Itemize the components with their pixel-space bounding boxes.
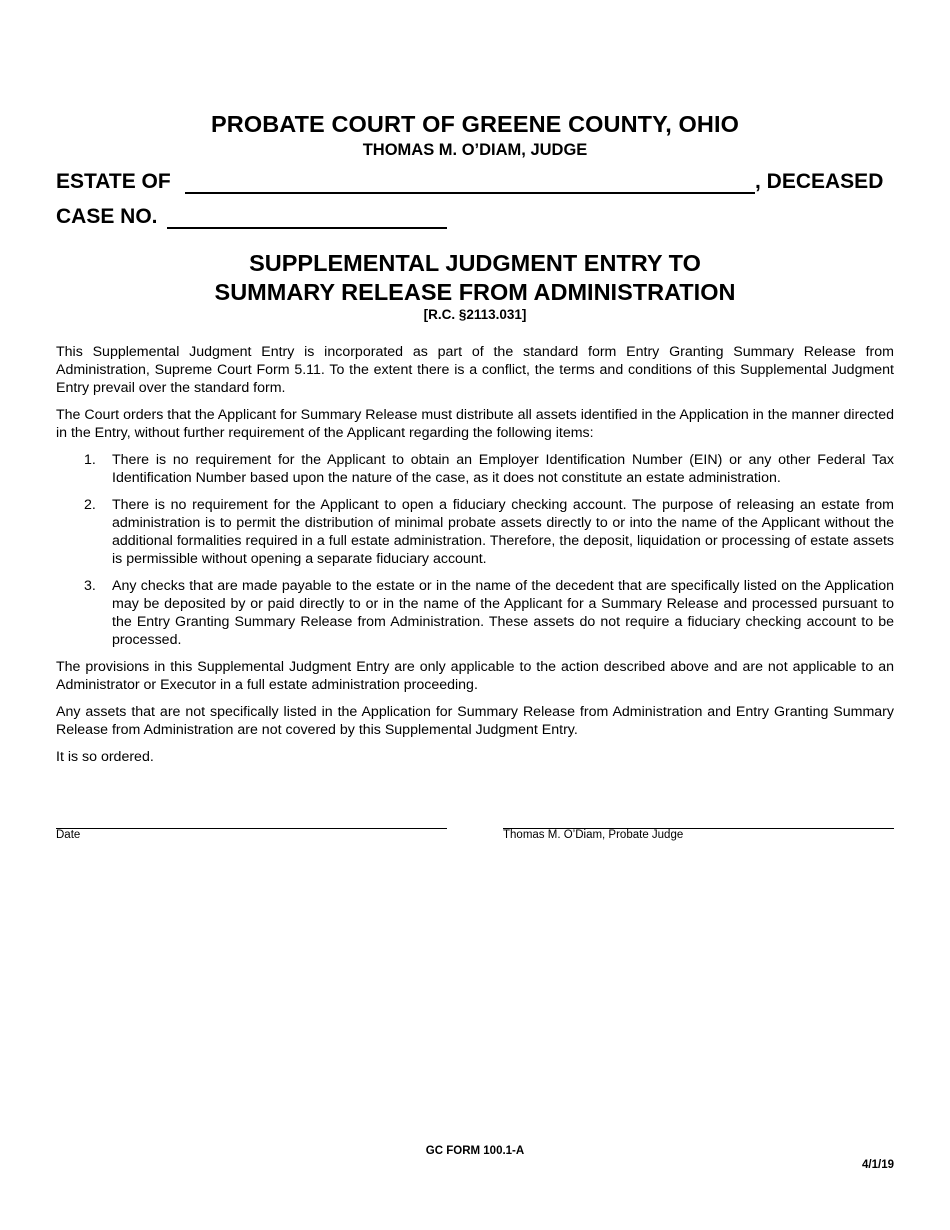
case-number-label: CASE NO. xyxy=(56,205,158,228)
provisions-paragraph: The provisions in this Supplemental Judgment Entry are only applicable to the action described above and are not applicable to an Administrator or Executor in a full estate administration proceeding. xyxy=(56,659,894,693)
form-number: GC FORM 100.1-A xyxy=(425,1145,525,1157)
estate-row xyxy=(56,170,896,198)
list-item xyxy=(56,496,894,568)
document-title-line-1: SUPPLEMENTAL JUDGMENT ENTRY TO xyxy=(249,250,701,276)
court-title: PROBATE COURT OF GREENE COUNTY, OHIO xyxy=(210,111,740,137)
list-item-number: 3. xyxy=(84,578,96,594)
case-row xyxy=(56,205,456,233)
document-title xyxy=(0,249,950,307)
list-item-text: There is no requirement for the Applicant to obtain an Employer Identification Number (EIN) or any other Federal Tax Identification Number based upon the nature of the case, as it does not constitute an estate administration. xyxy=(112,452,894,486)
list-item-text: Any checks that are made payable to the estate or in the name of the decedent that are specifically listed on the Application may be deposited by or paid directly to or in the name of the Applicant for a Summary Release and processed pursuant to the Entry Granting Summary Release from Administration. These assets do not require a fiduciary checking account to be processed. xyxy=(112,578,894,648)
document-title-line-2: SUMMARY RELEASE FROM ADMINISTRATION xyxy=(214,279,736,305)
list-item-number: 1. xyxy=(84,452,96,468)
list-item-number: 2. xyxy=(84,497,96,513)
judge-signature-label: Thomas M. O’Diam, Probate Judge xyxy=(503,829,684,841)
so-ordered-paragraph: It is so ordered. xyxy=(56,749,154,765)
statute-reference: [R.C. §2113.031] xyxy=(423,307,527,322)
intro-paragraph: This Supplemental Judgment Entry is incorporated as part of the standard form Entry Granting Summary Release from Administration, Supreme Court Form 5.11. To the extent there is a conflict, the terms and conditions of this Supplemental Judgment Entry prevail over the standard form. xyxy=(56,344,894,396)
estate-label: ESTATE OF xyxy=(56,170,171,193)
judge-name: THOMAS M. O’DIAM, JUDGE xyxy=(362,141,588,159)
case-number-field[interactable] xyxy=(167,227,447,229)
form-revision-date: 4/1/19 xyxy=(862,1159,894,1171)
body-text xyxy=(56,343,894,775)
deceased-label: , DECEASED xyxy=(755,170,884,193)
assets-paragraph: Any assets that are not specifically listed in the Application for Summary Release from Administration and Entry Granting Summary Release from Administration are not covered by this Supplemental Judgment Entry. xyxy=(56,704,894,738)
list-item-text: There is no requirement for the Applicant to open a fiduciary checking account. The purpose of releasing an estate from administration is to permit the distribution of minimal probate assets directly to or into the name of the Applicant without the additional formalities required in a full estate administration. Therefore, the deposit, liquidation or processing of estate assets is permissible without opening a separate fiduciary account. xyxy=(112,497,894,567)
requirements-list xyxy=(56,451,894,649)
judge-signature-block xyxy=(503,828,894,848)
date-field[interactable] xyxy=(56,828,447,829)
order-paragraph: The Court orders that the Applicant for Summary Release must distribute all assets identified in the Application in the manner directed in the Entry, without further requirement of the Applicant regarding the following items: xyxy=(56,407,894,441)
date-signature-block xyxy=(56,828,447,848)
list-item xyxy=(56,577,894,649)
list-item xyxy=(56,451,894,487)
estate-name-field[interactable] xyxy=(185,192,755,194)
date-label: Date xyxy=(56,829,81,841)
